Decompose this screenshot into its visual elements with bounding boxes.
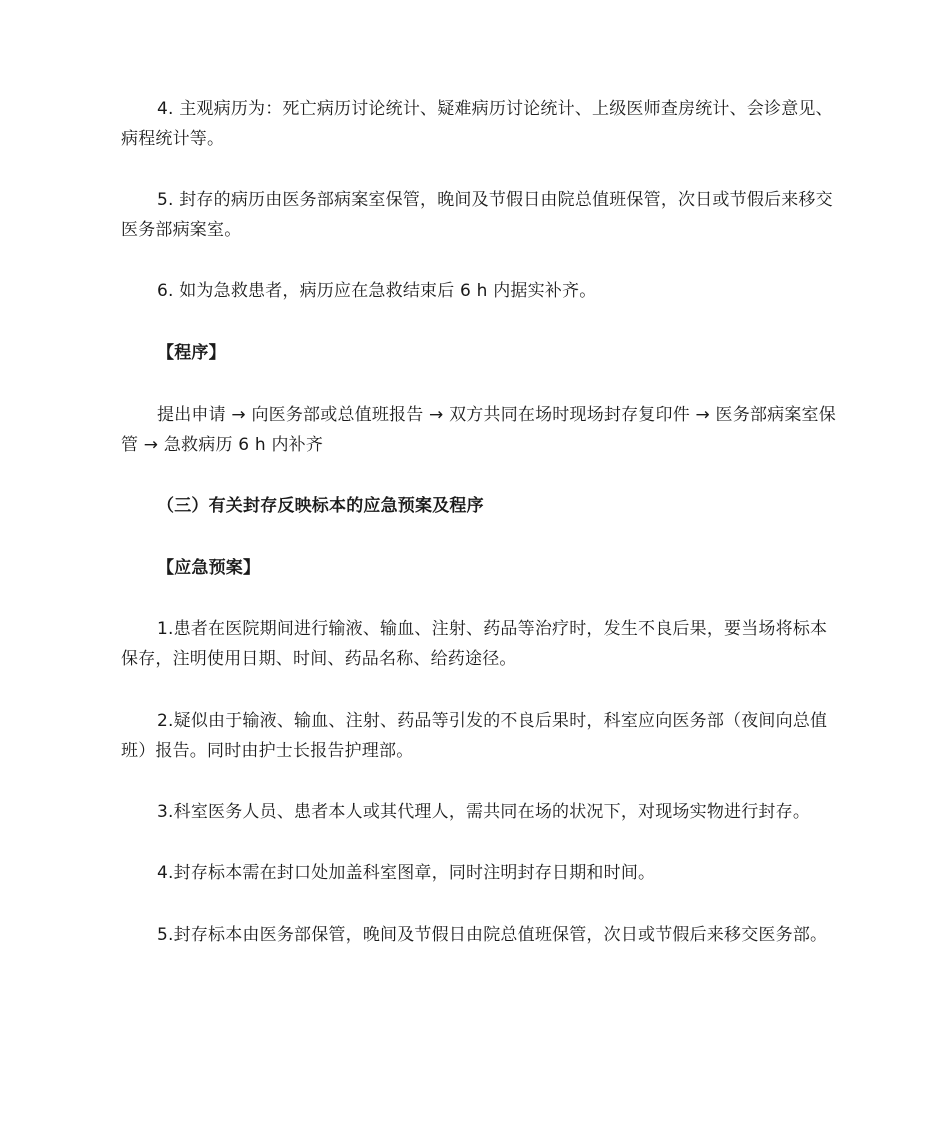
paragraph-suspected-adverse-report: 2.疑似由于输液、输血、注射、药品等引发的不良后果时，科室应向医务部（夜间向总值班）报告。同时由护士长报告护理部。: [121, 711, 828, 761]
heading-section-three: （三）有关封存反映标本的应急预案及程序: [157, 496, 484, 516]
heading-emergency-plan: 【应急预案】: [157, 558, 261, 578]
paragraph-procedure-flow: 提出申请 → 向医务部或总值班报告 → 双方共同在场时现场封存复印件 → 医务部病案室保管 → 急救病历 6 h 内补齐: [121, 405, 836, 455]
paragraph-specimen-custody: 5.封存标本由医务部保管，晚间及节假日由院总值班保管，次日或节假后来移交医务部。: [157, 925, 828, 945]
paragraph-emergency-records: 6. 如为急救患者，病历应在急救结束后 6 h 内据实补齐。: [157, 281, 597, 301]
paragraph-subjective-records: 4. 主观病历为：死亡病历讨论统计、疑难病历讨论统计、上级医师查房统计、会诊意见、病程统计等。: [121, 99, 833, 149]
heading-procedure: 【程序】: [157, 343, 226, 363]
paragraph-joint-sealing: 3.科室医务人员、患者本人或其代理人，需共同在场的状况下，对现场实物进行封存。: [157, 802, 811, 822]
paragraph-seal-stamp: 4.封存标本需在封口处加盖科室图章，同时注明封存日期和时间。: [157, 863, 656, 883]
paragraph-specimen-preservation: 1.患者在医院期间进行输液、输血、注射、药品等治疗时，发生不良后果，要当场将标本保存，注明使用日期、时间、药品名称、给药途径。: [121, 619, 828, 669]
paragraph-sealed-records-custody: 5. 封存的病历由医务部病案室保管，晚间及节假日由院总值班保管，次日或节假后来移交医务部病案室。: [121, 190, 833, 240]
